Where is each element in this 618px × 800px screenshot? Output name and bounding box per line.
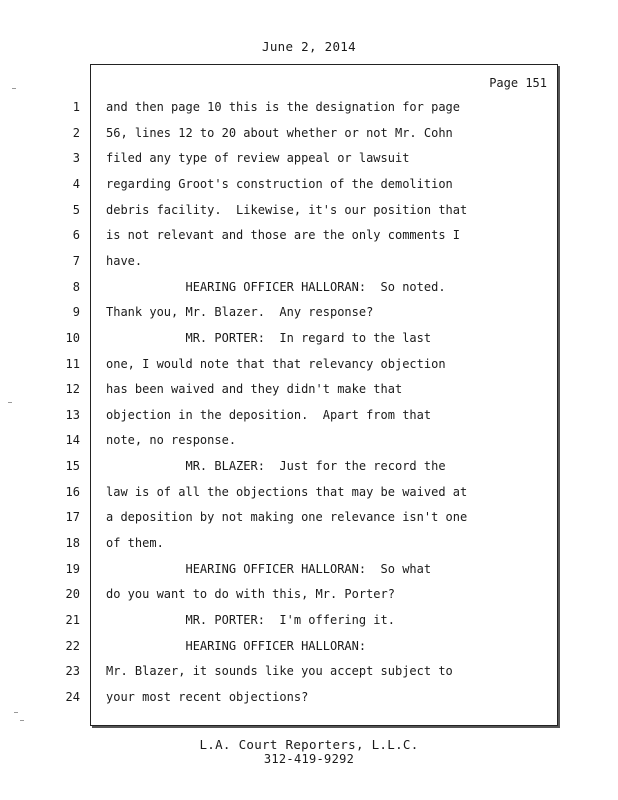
transcript-line: HEARING OFFICER HALLORAN: (106, 639, 367, 653)
line-number: 21 (65, 613, 80, 627)
line-number: 1 (72, 100, 80, 114)
transcript-line: filed any type of review appeal or lawsuit (106, 151, 410, 165)
transcript-line: debris facility. Likewise, it's our position that (106, 203, 468, 217)
scan-speck (20, 720, 24, 721)
line-number: 6 (72, 228, 80, 242)
transcript-line: is not relevant and those are the only comments I (106, 228, 461, 242)
page-number: Page 151 (489, 76, 547, 90)
scan-speck (8, 402, 12, 403)
line-number: 5 (72, 203, 80, 217)
line-number: 17 (65, 510, 80, 524)
line-number: 10 (65, 331, 80, 345)
line-number: 15 (65, 459, 80, 473)
footer-phone: 312-419-9292 (263, 752, 355, 766)
transcript-line: HEARING OFFICER HALLORAN: So noted. (106, 280, 446, 294)
transcript-line: your most recent objections? (106, 690, 309, 704)
transcript-line: of them. (106, 536, 164, 550)
line-number: 8 (72, 280, 80, 294)
transcript-line: 56, lines 12 to 20 about whether or not Mr. Cohn (106, 126, 453, 140)
transcript-line: note, no response. (106, 433, 237, 447)
line-number: 7 (72, 254, 80, 268)
header-date: June 2, 2014 (262, 39, 356, 54)
line-number: 19 (65, 562, 80, 576)
transcript-line: a deposition by not making one relevance isn't one (106, 510, 468, 524)
line-number: 3 (72, 151, 80, 165)
scan-speck (14, 712, 18, 713)
transcript-line: regarding Groot's construction of the demolition (106, 177, 453, 191)
transcript-line: has been waived and they didn't make that (106, 382, 403, 396)
transcript-line: do you want to do with this, Mr. Porter? (106, 587, 395, 601)
line-number: 24 (65, 690, 80, 704)
transcript-line: law is of all the objections that may be waived at (106, 485, 468, 499)
line-number: 13 (65, 408, 80, 422)
line-number: 4 (72, 177, 80, 191)
transcript-line: MR. PORTER: I'm offering it. (106, 613, 395, 627)
transcript-line: one, I would note that that relevancy objection (106, 357, 446, 371)
line-number: 22 (65, 639, 80, 653)
footer-reporter: L.A. Court Reporters, L.L.C. (199, 737, 419, 752)
line-number: 12 (65, 382, 80, 396)
transcript-line: objection in the deposition. Apart from that (106, 408, 432, 422)
line-number: 11 (65, 357, 80, 371)
line-number-column (0, 0, 90, 800)
line-number: 14 (65, 433, 80, 447)
line-number: 16 (65, 485, 80, 499)
transcript-line: and then page 10 this is the designation for page (106, 100, 461, 114)
line-number: 23 (65, 664, 80, 678)
scan-speck (12, 88, 16, 89)
line-number: 9 (72, 305, 80, 319)
transcript-line: Mr. Blazer, it sounds like you accept subject to (106, 664, 453, 678)
transcript-line: HEARING OFFICER HALLORAN: So what (106, 562, 432, 576)
transcript-line: Thank you, Mr. Blazer. Any response? (106, 305, 374, 319)
line-number: 20 (65, 587, 80, 601)
line-number: 18 (65, 536, 80, 550)
transcript-line: have. (106, 254, 143, 268)
transcript-line: MR. BLAZER: Just for the record the (106, 459, 446, 473)
transcript-line: MR. PORTER: In regard to the last (106, 331, 432, 345)
line-number: 2 (72, 126, 80, 140)
